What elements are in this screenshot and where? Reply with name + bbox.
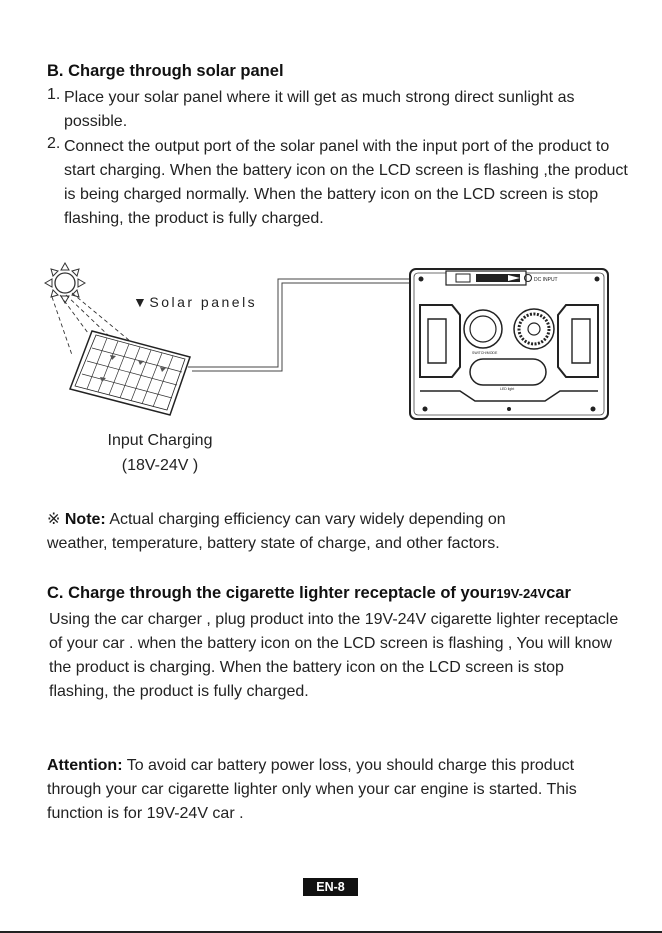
list-item-text: Place your solar panel where it will get as much strong direct sunlight as possible. <box>64 89 575 130</box>
section-c-heading-voltage: 19V-24V <box>496 586 547 601</box>
section-c-heading-tail: car <box>546 584 571 602</box>
list-item-number: 1. <box>47 86 61 103</box>
attention-paragraph <box>47 754 607 826</box>
list-item-number: 2. <box>47 135 61 152</box>
dc-input-label: DC INPUT <box>534 277 558 283</box>
cable <box>188 279 412 367</box>
input-voltage-caption: (18V-24V ) <box>121 457 199 474</box>
note-line-1 <box>47 508 647 532</box>
attention-text: To avoid car battery power loss, you should charge this product through your car cigarette lighter only when your car engine is started. This function is for 19V-24V car . <box>47 757 577 822</box>
solar-panels-label: ▼Solar panels <box>133 294 258 310</box>
input-charging-caption: Input Charging <box>107 432 213 449</box>
page-number-badge: EN-8 <box>303 878 358 896</box>
sun-icon <box>45 263 85 303</box>
note-text: Actual charging efficiency can vary widely depending on <box>105 511 506 528</box>
solar-panel-icon <box>70 331 190 415</box>
list-item-text: Connect the output port of the solar panel with the input port of the product to start charging. When the battery icon on the LCD screen is flashing ,the product is being charged normally. When the battery icon on the LCD screen is stop flashing, the product is fully charged. <box>64 138 628 227</box>
note-label: Note: <box>64 511 106 528</box>
power-station-icon <box>410 269 608 419</box>
led-light-label: LED light <box>500 387 515 391</box>
solar-charging-diagram <box>0 255 662 425</box>
section-c-body: Using the car charger , plug product into the 19V-24V cigarette lighter receptacle of your car . when the battery icon on the LCD screen is flashing , You will know the product is charging. When the battery icon on the LCD screen is stop flashing, the product is fully charged. <box>49 611 619 700</box>
section-b-heading: B. Charge through solar panel <box>47 62 284 80</box>
section-c-heading <box>47 584 657 603</box>
attention-label: Attention: <box>47 757 123 774</box>
section-c-heading-main: C. Charge through the cigarette lighter receptacle of your <box>47 584 497 602</box>
note-line-2: weather, temperature, battery state of charge, and other factors. <box>47 535 500 552</box>
svg-text:SWITCH/MODE: SWITCH/MODE <box>472 351 498 355</box>
note-symbol: ※ <box>47 511 61 528</box>
